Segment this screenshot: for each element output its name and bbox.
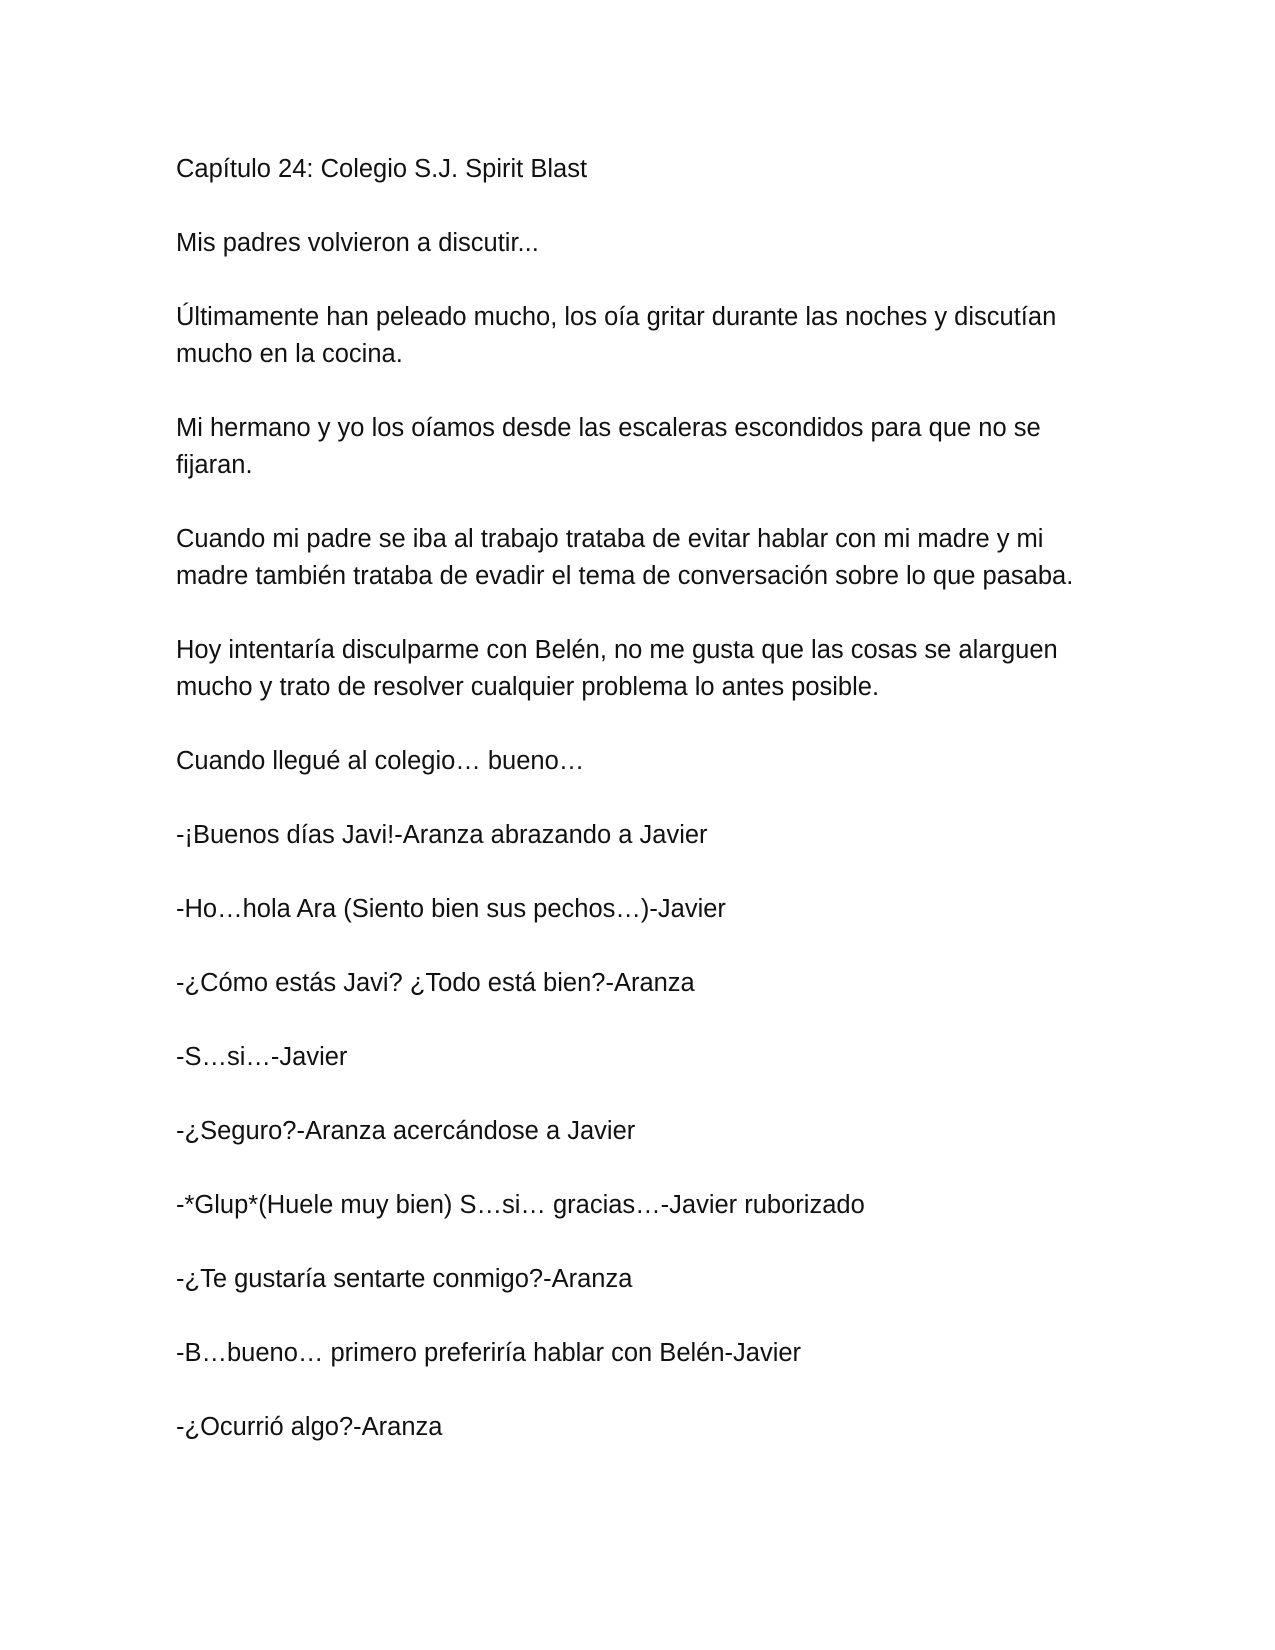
paragraph: Cuando mi padre se iba al trabajo trataba de evitar hablar con mi madre y mi madre también trataba de evadir el tema de conversación sobre lo que pasaba.	[176, 525, 1074, 590]
paragraph: Últimamente han peleado mucho, los oía gritar durante las noches y discutían mucho en la cocina.	[176, 303, 1057, 368]
paragraph: Mis padres volvieron a discutir...	[176, 229, 539, 257]
dialogue-line: -*Glup*(Huele muy bien) S…si… gracias…-Javier ruborizado	[176, 1191, 865, 1219]
dialogue-line: -B…bueno… primero preferiría hablar con Belén-Javier	[176, 1339, 802, 1367]
paragraph: Cuando llegué al colegio… bueno…	[176, 747, 585, 775]
paragraph: Mi hermano y yo los oíamos desde las escaleras escondidos para que no se fijaran.	[176, 414, 1041, 479]
dialogue-line: -¡Buenos días Javi!-Aranza abrazando a Javier	[176, 821, 708, 849]
dialogue-line: -S…si…-Javier	[176, 1043, 348, 1071]
dialogue-line: -Ho…hola Ara (Siento bien sus pechos…)-Javier	[176, 895, 726, 923]
paragraph: Hoy intentaría disculparme con Belén, no me gusta que las cosas se alarguen mucho y trato de resolver cualquier problema lo antes posible.	[176, 636, 1058, 701]
document-body	[176, 151, 1106, 1483]
chapter-title: Capítulo 24: Colegio S.J. Spirit Blast	[176, 155, 588, 183]
dialogue-line: -¿Ocurrió algo?-Aranza	[176, 1413, 443, 1441]
dialogue-line: -¿Te gustaría sentarte conmigo?-Aranza	[176, 1265, 633, 1293]
dialogue-line: -¿Seguro?-Aranza acercándose a Javier	[176, 1117, 636, 1145]
dialogue-line: -¿Cómo estás Javi? ¿Todo está bien?-Aranza	[176, 969, 695, 997]
